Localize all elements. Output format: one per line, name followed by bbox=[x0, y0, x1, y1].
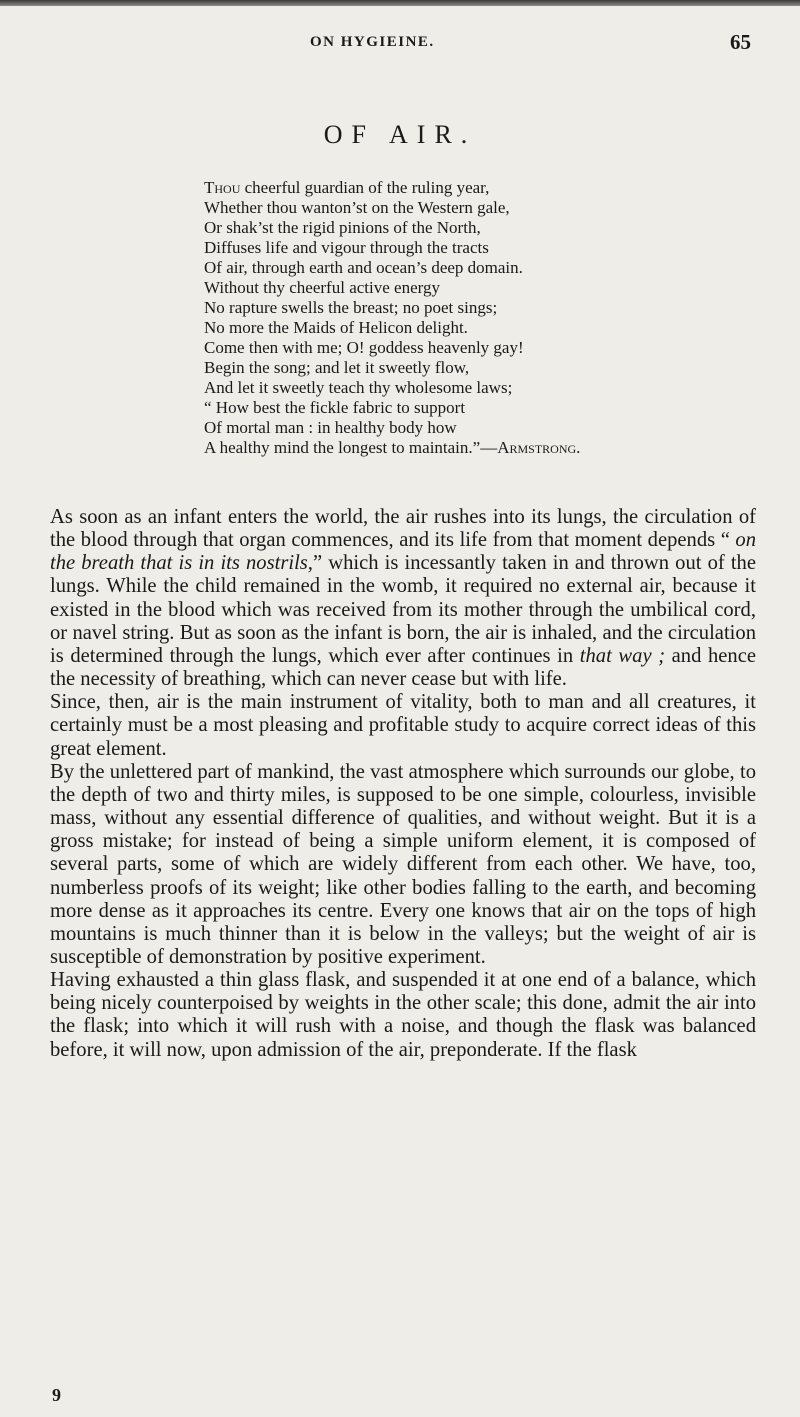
poem-line: Without thy cheerful active energy bbox=[204, 278, 440, 297]
poem-line: Come then with me; O! goddess heavenly gay! bbox=[204, 338, 524, 357]
paragraph-3: By the unlettered part of mankind, the vast atmosphere which surrounds our globe, to the depth of two and thirty miles, is supposed to be one simple, colourless, invisible mass, without any essential difference of qualities, and without weight. But it is a gross mistake; for instead of being a simple uniform element, it is composed of several parts, some of which are widely different from each other. We have, too, numberless proofs of its weight; like other bodies falling to the earth, and becoming more dense as it approaches its centre. Every one knows that air on the tops of high mountains is much thinner than it is below in the valleys; but the weight of air is susceptible of demonstration by positive experiment. bbox=[50, 760, 756, 968]
epigraph-poem bbox=[204, 178, 764, 458]
poem-line: “ How best the fickle fabric to support bbox=[204, 398, 466, 417]
poem-line: Diffuses life and vigour through the tracts bbox=[204, 238, 489, 257]
poem-first-word: Thou bbox=[204, 178, 241, 197]
poem-line: Of air, through earth and ocean’s deep domain. bbox=[204, 258, 523, 277]
paragraph-1-part-c: and hence the necessity of breathing, which can never cease but with life. bbox=[50, 644, 756, 691]
poem-last-line bbox=[204, 438, 764, 458]
poem-line: No rapture swells the breast; no poet sings; bbox=[204, 298, 498, 317]
chapter-title: OF AIR. bbox=[323, 120, 477, 149]
paragraph-1-italic-2: that way ; bbox=[579, 644, 666, 667]
page-number: 65 bbox=[730, 30, 751, 54]
scan-edge bbox=[0, 0, 800, 6]
paragraph-2: Since, then, air is the main instrument of vitality, both to man and all creatures, it certainly must be a most pleasing and profitable study to acquire correct ideas of this great element. bbox=[50, 691, 756, 760]
poem-line: And let it sweetly teach thy wholesome laws; bbox=[204, 378, 513, 397]
paragraph-4: Having exhausted a thin glass flask, and suspended it at one end of a balance, which being nicely counterpoised by weights in the other scale; this done, admit the air into the flask; into which it will rush with a noise, and though the flask was balanced before, it will now, upon admission of the air, preponderate. If the flask bbox=[50, 969, 756, 1061]
poem-line: Begin the song; and let it sweetly flow, bbox=[204, 358, 470, 377]
running-head bbox=[0, 30, 800, 60]
poem-line: Of mortal man : in healthy body how bbox=[204, 418, 457, 437]
poem-line: Whether thou wanton’st on the Western gale, bbox=[204, 198, 510, 217]
signature-mark: 9 bbox=[52, 1385, 61, 1405]
paragraph-1-part-b: ” which is incessantly taken in and thrown out of the lungs. While the child remained in the womb, it required no external air, because it existed in the blood which was received from its mother through the umbilical cord, or navel string. But as soon as the infant is born, the air is inhaled, and the circulation is determined through the lungs, which ever after continues in bbox=[50, 552, 756, 667]
poem-line bbox=[204, 178, 764, 198]
poem-line: No more the Maids of Helicon delight. bbox=[204, 318, 468, 337]
poem-attribution: Armstrong. bbox=[497, 438, 581, 457]
poem-line: Or shak’st the rigid pinions of the North, bbox=[204, 218, 481, 237]
poem-last-line-text: A healthy mind the longest to maintain.”— bbox=[204, 438, 498, 457]
poem-first-line-rest: cheerful guardian of the ruling year, bbox=[240, 178, 490, 197]
body-text bbox=[50, 506, 756, 1062]
running-title: ON HYGIEINE. bbox=[310, 34, 435, 50]
paragraph-1-italic-1: on the breath that is in its nostrils, bbox=[50, 529, 756, 575]
paragraph-1 bbox=[50, 506, 756, 691]
paragraph-1-part-a: As soon as an infant enters the world, the air rushes into its lungs, the circulation of the blood through that organ commences, and its life from that moment depends “ bbox=[50, 506, 756, 552]
